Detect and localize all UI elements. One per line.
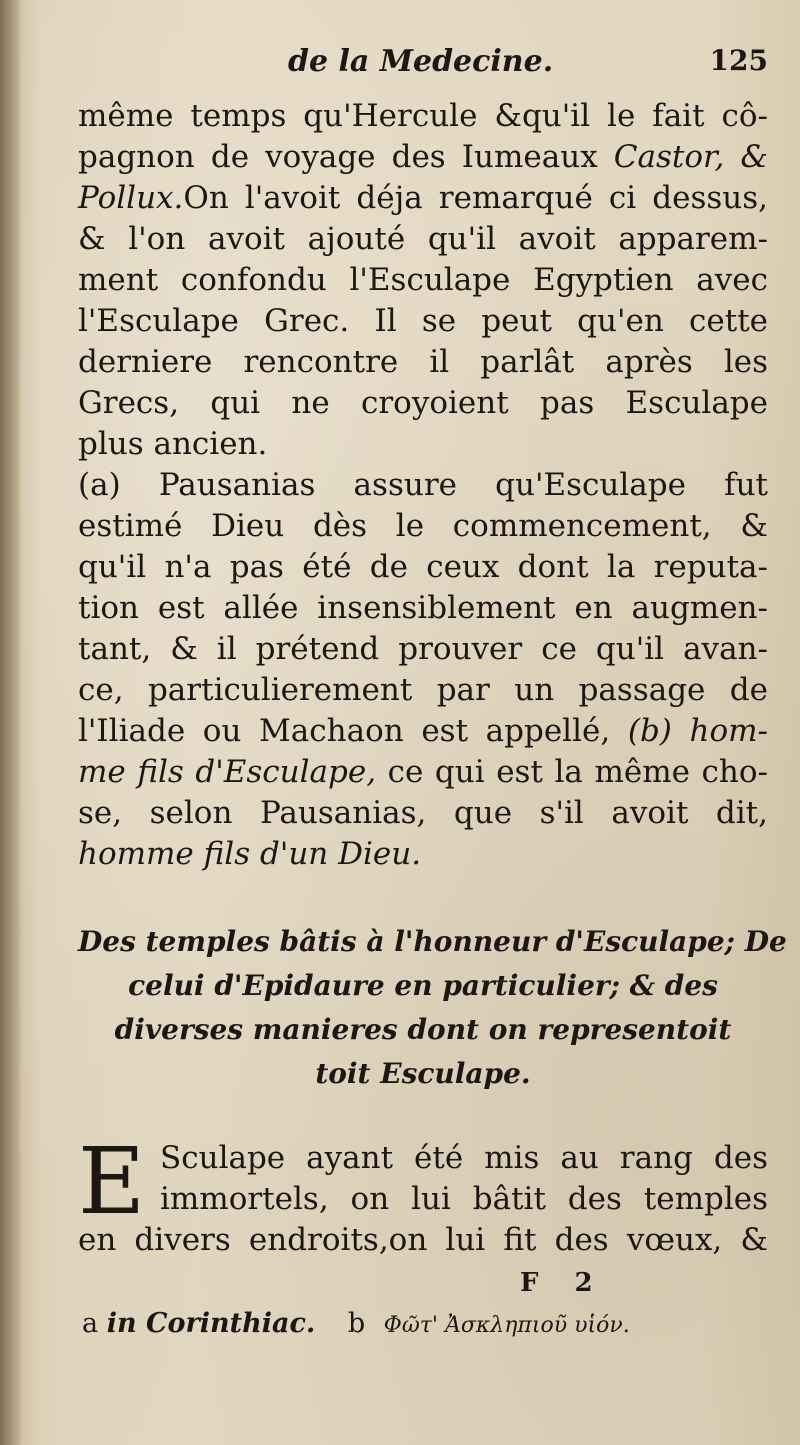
drop-cap: E [78, 1128, 146, 1235]
roman-text: l'Iliade ou Machaon est appellé, [78, 713, 628, 749]
roman-text: ment confondu l'Esculape Egyptien avec [78, 262, 768, 298]
italic-text: homme fils d'un Dieu. [78, 836, 422, 872]
text-line [78, 424, 768, 465]
text-line [78, 547, 768, 588]
heading-line: toit Esculape. [315, 1057, 531, 1090]
text-line [78, 711, 768, 752]
text-line: immortels, on lui bâtit des temples [160, 1181, 768, 1217]
text-line [78, 588, 768, 629]
text-line [78, 137, 768, 178]
footnotes [82, 1308, 682, 1339]
signature-mark [520, 1268, 595, 1298]
page-header [78, 44, 768, 88]
italic-text: Pollux. [78, 180, 184, 216]
italic-text: me fils d'Esculape, [78, 754, 377, 790]
text-line [78, 219, 768, 260]
text-line [78, 301, 768, 342]
roman-text: Grecs, qui ne croyoient pas Esculape [78, 385, 768, 421]
paragraph-2 [78, 1128, 768, 1261]
roman-text: (a) Pausanias assure qu'Esculape fut [78, 467, 768, 503]
running-title: de la Medecine. [288, 44, 554, 79]
roman-text: pagnon de voyage des Iumeaux [78, 139, 614, 175]
italic-text: (b) hom- [627, 713, 768, 749]
roman-text: tion est allée insensiblement en augmen- [78, 590, 768, 626]
signature-letter: F [520, 1268, 541, 1298]
section-heading [78, 920, 787, 1096]
footnote-b-text: Φῶτ' Ἀσκληπιοῦ υἱόν. [383, 1313, 630, 1338]
text-line [78, 383, 768, 424]
text-line: Sculape ayant été mis au rang des [160, 1140, 768, 1176]
text-line [78, 834, 768, 875]
text-line [78, 752, 768, 793]
roman-text: même temps qu'Hercule &qu'il le fait cô- [78, 98, 768, 134]
roman-text: plus ancien. [78, 426, 268, 462]
page-gutter [0, 0, 22, 1445]
text-line: en divers endroits,on lui fit des vœux, & [78, 1222, 768, 1258]
text-line [78, 629, 768, 670]
roman-text: & l'on avoit ajouté qu'il avoit apparem- [78, 221, 768, 257]
footnote-a-text: in Corinthiac. [106, 1308, 316, 1339]
roman-text: estimé Dieu dès le commencement, & [78, 508, 768, 544]
heading-line: Des temples bâtis à l'honneur d'Esculape; De [78, 925, 787, 958]
roman-text: qu'il n'a pas été de ceux dont la reputa- [78, 549, 768, 585]
footnote-b-mark: b [347, 1308, 366, 1339]
text-line [78, 793, 768, 834]
text-line [78, 260, 768, 301]
roman-text: ce qui est la même cho- [376, 754, 768, 790]
text-line [78, 670, 768, 711]
italic-text: Castor, & [613, 139, 768, 175]
text-line [78, 342, 768, 383]
page-number: 125 [709, 44, 768, 77]
roman-text: On l'avoit déja remarqué ci dessus, [183, 180, 768, 216]
heading-line: celui d'Epidaure en particulier; & des [128, 969, 718, 1002]
paragraph-1 [78, 96, 768, 875]
roman-text: tant, & il prétend prouver ce qu'il avan- [78, 631, 768, 667]
text-line [78, 96, 768, 137]
text-line [78, 178, 768, 219]
roman-text: derniere rencontre il parlât après les [78, 344, 768, 380]
roman-text: se, selon Pausanias, que s'il avoit dit, [78, 795, 768, 831]
text-line [78, 506, 768, 547]
heading-line: diverses manieres dont on representoit [114, 1013, 732, 1046]
signature-number: 2 [574, 1268, 595, 1298]
roman-text: ce, particulierement par un passage de [78, 672, 768, 708]
roman-text: l'Esculape Grec. Il se peut qu'en cette [78, 303, 768, 339]
footnote-a-mark: a [82, 1308, 99, 1339]
text-line [78, 465, 768, 506]
